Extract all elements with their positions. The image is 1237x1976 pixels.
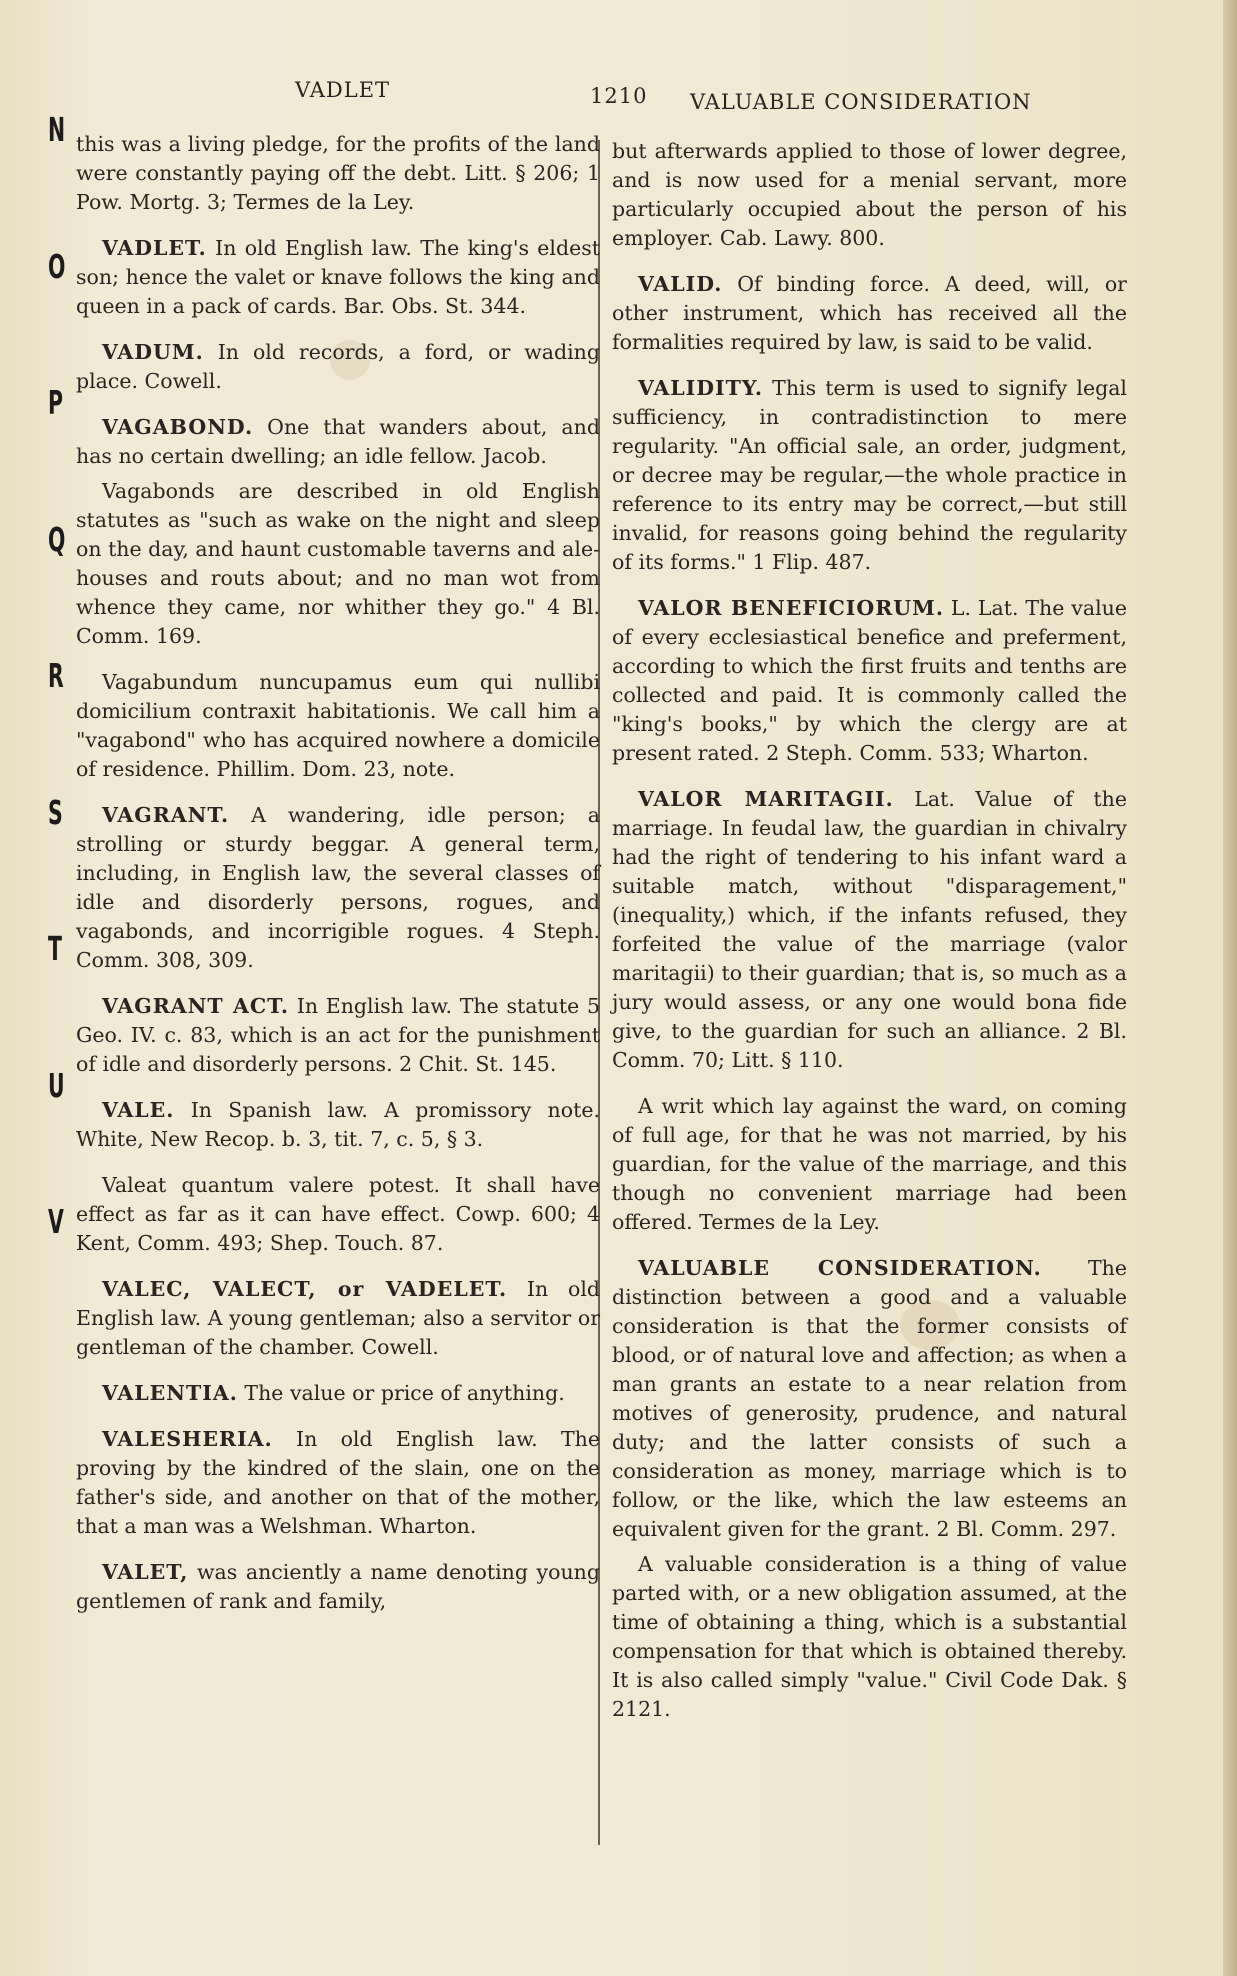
entry-headword: VALE.	[102, 1098, 175, 1122]
entry-headword: VADUM.	[102, 340, 204, 364]
entry-vagabundum: Vagabundum nuncupamus eum qui nullibi domicilium contraxit habitationis. We call him a "vagabond" who has acquired nowhere a domicile of residence. Phillim. Dom. 23, note.	[76, 670, 600, 781]
entry-headword: VALOR MARITAGII.	[638, 787, 894, 811]
entry-text: A wandering, idle person; a strolling or sturdy beggar. A general term, including, in English law, the several classes of idle and disorderly persons, rogues, and vagabonds, and incorrigible rogues. 4 Steph. Comm. 308, 309.	[76, 803, 600, 972]
entry-vagrant	[76, 801, 600, 975]
entry-vagrant-act	[76, 992, 600, 1079]
entry-text: In old records, a ford, or wading place. Cowell.	[76, 340, 600, 393]
page-number: 1210	[590, 84, 648, 108]
entry-headword: VADLET.	[102, 236, 207, 260]
right-column	[612, 137, 1127, 1741]
entry-vadlet	[76, 234, 600, 321]
entry-valeat: Valeat quantum valere potest. It shall have effect as far as it can have effect. Cowp. 600; 4 Kent, Comm. 493; Shep. Touch. 87.	[76, 1173, 600, 1255]
entry-continuation: this was a living pledge, for the profits of the land were constantly paying off the debt. Litt. § 206; 1 Pow. Mortg. 3; Termes de la Ley.	[76, 132, 600, 214]
entry-headword: VALET,	[102, 1560, 189, 1584]
entry-headword: VALID.	[638, 272, 723, 296]
entry-headword: VALESHERIA.	[102, 1427, 273, 1451]
entry-headword: VALOR BENEFICIORUM.	[638, 596, 944, 620]
entry-headword: VAGRANT ACT.	[102, 994, 289, 1018]
entry-text: In old English law. A young gentleman; also a servitor or gentleman of the chamber. Cowell.	[76, 1277, 600, 1359]
entry-valor-maritagii	[612, 785, 1127, 1075]
thumb-index-letter: U	[48, 1066, 65, 1105]
entry-paragraph: Vagabonds are described in old English statutes as "such as wake on the night and sleep on the day, and haunt customable taverns and ale-houses and routs about; and no man wot from whence they came, nor whither they go." 4 Bl. Comm. 169.	[76, 479, 600, 648]
thumb-index-letter: P	[48, 383, 63, 422]
thumb-index-letter: N	[48, 110, 66, 149]
left-running-head: VADLET	[295, 78, 391, 102]
entry-text: In old English law. The proving by the kindred of the slain, one on the father's side, and another on that of the mother, that a man was a Welshman. Wharton.	[76, 1427, 600, 1538]
entry-headword: VALUABLE CONSIDERATION.	[638, 1256, 1042, 1280]
entry-text: Lat. Value of the marriage. In feudal law, the guardian in chivalry had the right of tendering to his infant ward a suitable match, without "disparagement," (inequality,) which, if the infants refused, they forfeited the value of the marriage (valor maritagii) to their guardian; that is, so much as a jury would assess, or any one would bona fide give, to the guardian for such an alliance. 2 Bl. Comm. 70; Litt. § 110.	[612, 787, 1127, 1072]
entry-valesheria	[76, 1425, 600, 1541]
entry-valid	[612, 270, 1127, 357]
entry-valor-beneficiorum	[612, 594, 1127, 768]
entry-text: In Spanish law. A promissory note. White, New Recop. b. 3, tit. 7, c. 5, § 3.	[76, 1098, 600, 1151]
entry-vadum	[76, 338, 600, 396]
thumb-index-letter: R	[48, 656, 64, 695]
entry-text: was anciently a name denoting young gentlemen of rank and family,	[76, 1560, 600, 1613]
entry-valec	[76, 1275, 600, 1362]
entry-text: In English law. The statute 5 Geo. IV. c. 83, which is an act for the punishment of idle and disorderly persons. 2 Chit. St. 145.	[76, 994, 600, 1076]
entry-paragraph: A writ which lay against the ward, on coming of full age, for that he was not married, by his guardian, for the value of the marriage, and this though no convenient marriage had been offered. Termes de la Ley.	[612, 1094, 1127, 1234]
entry-text: The distinction between a good and a valuable consideration is that the former consists of blood, or of natural love and affection; as when a man grants an estate to a near relation from motives of generosity, prudence, and natural duty; and the latter consists of such a consideration as money, marriage which is to follow, or the like, which the law esteems an equivalent given for the grant. 2 Bl. Comm. 297.	[612, 1256, 1127, 1541]
thumb-index-letter: V	[48, 1202, 64, 1241]
entry-validity	[612, 374, 1127, 577]
entry-continuation: but afterwards applied to those of lower degree, and is now used for a menial servant, more particularly occupied about the person of his employer. Cab. Lawy. 800.	[612, 139, 1127, 250]
entry-text: This term is used to signify legal sufficiency, in contradistinction to mere regularity. "An official sale, an order, judgment, or decree may be regular,—the whole practice in reference to its entry may be correct,—but still invalid, for reasons going behind the regularity of its forms." 1 Flip. 487.	[612, 376, 1127, 574]
entry-text: L. Lat. The value of every ecclesiastical benefice and preferment, according to which the first fruits and tenths are collected and paid. It is commonly called the "king's books," by which the clergy are at present rated. 2 Steph. Comm. 533; Wharton.	[612, 596, 1127, 765]
left-column	[76, 130, 600, 1633]
right-running-head: VALUABLE CONSIDERATION	[690, 90, 1032, 114]
thumb-index-letter: Q	[48, 520, 66, 559]
thumb-index-letter: S	[48, 793, 63, 832]
entry-headword: VALIDITY.	[638, 376, 763, 400]
entry-text: In old English law. The king's eldest son; hence the valet or knave follows the king and queen in a pack of cards. Bar. Obs. St. 344.	[76, 236, 600, 318]
thumb-index-letter: T	[48, 929, 62, 968]
entry-paragraph: A valuable consideration is a thing of value parted with, or a new obligation assumed, at the time of obtaining a thing, which is a substantial compensation for that which is obtained thereby. It is also called simply "value." Civil Code Dak. § 2121.	[612, 1552, 1127, 1721]
entry-text: Of binding force. A deed, will, or other instrument, which has received all the formalities required by law, is said to be valid.	[612, 272, 1127, 354]
entry-valet	[76, 1558, 600, 1616]
entry-valentia	[76, 1379, 600, 1408]
thumb-index-letter: O	[48, 247, 66, 286]
running-header	[0, 78, 1237, 114]
entry-text: One that wanders about, and has no certain dwelling; an idle fellow. Jacob.	[76, 415, 600, 468]
entry-vagabond	[76, 413, 600, 471]
entry-headword: VAGRANT.	[102, 803, 230, 827]
page-edge	[1223, 0, 1237, 1976]
entry-valuable-consideration	[612, 1254, 1127, 1544]
entry-vale	[76, 1096, 600, 1154]
entry-text: The value or price of anything.	[244, 1381, 565, 1405]
entry-headword: VALEC, VALECT, or VADELET.	[102, 1277, 508, 1301]
entry-headword: VAGABOND.	[102, 415, 254, 439]
entry-headword: VALENTIA.	[102, 1381, 238, 1405]
